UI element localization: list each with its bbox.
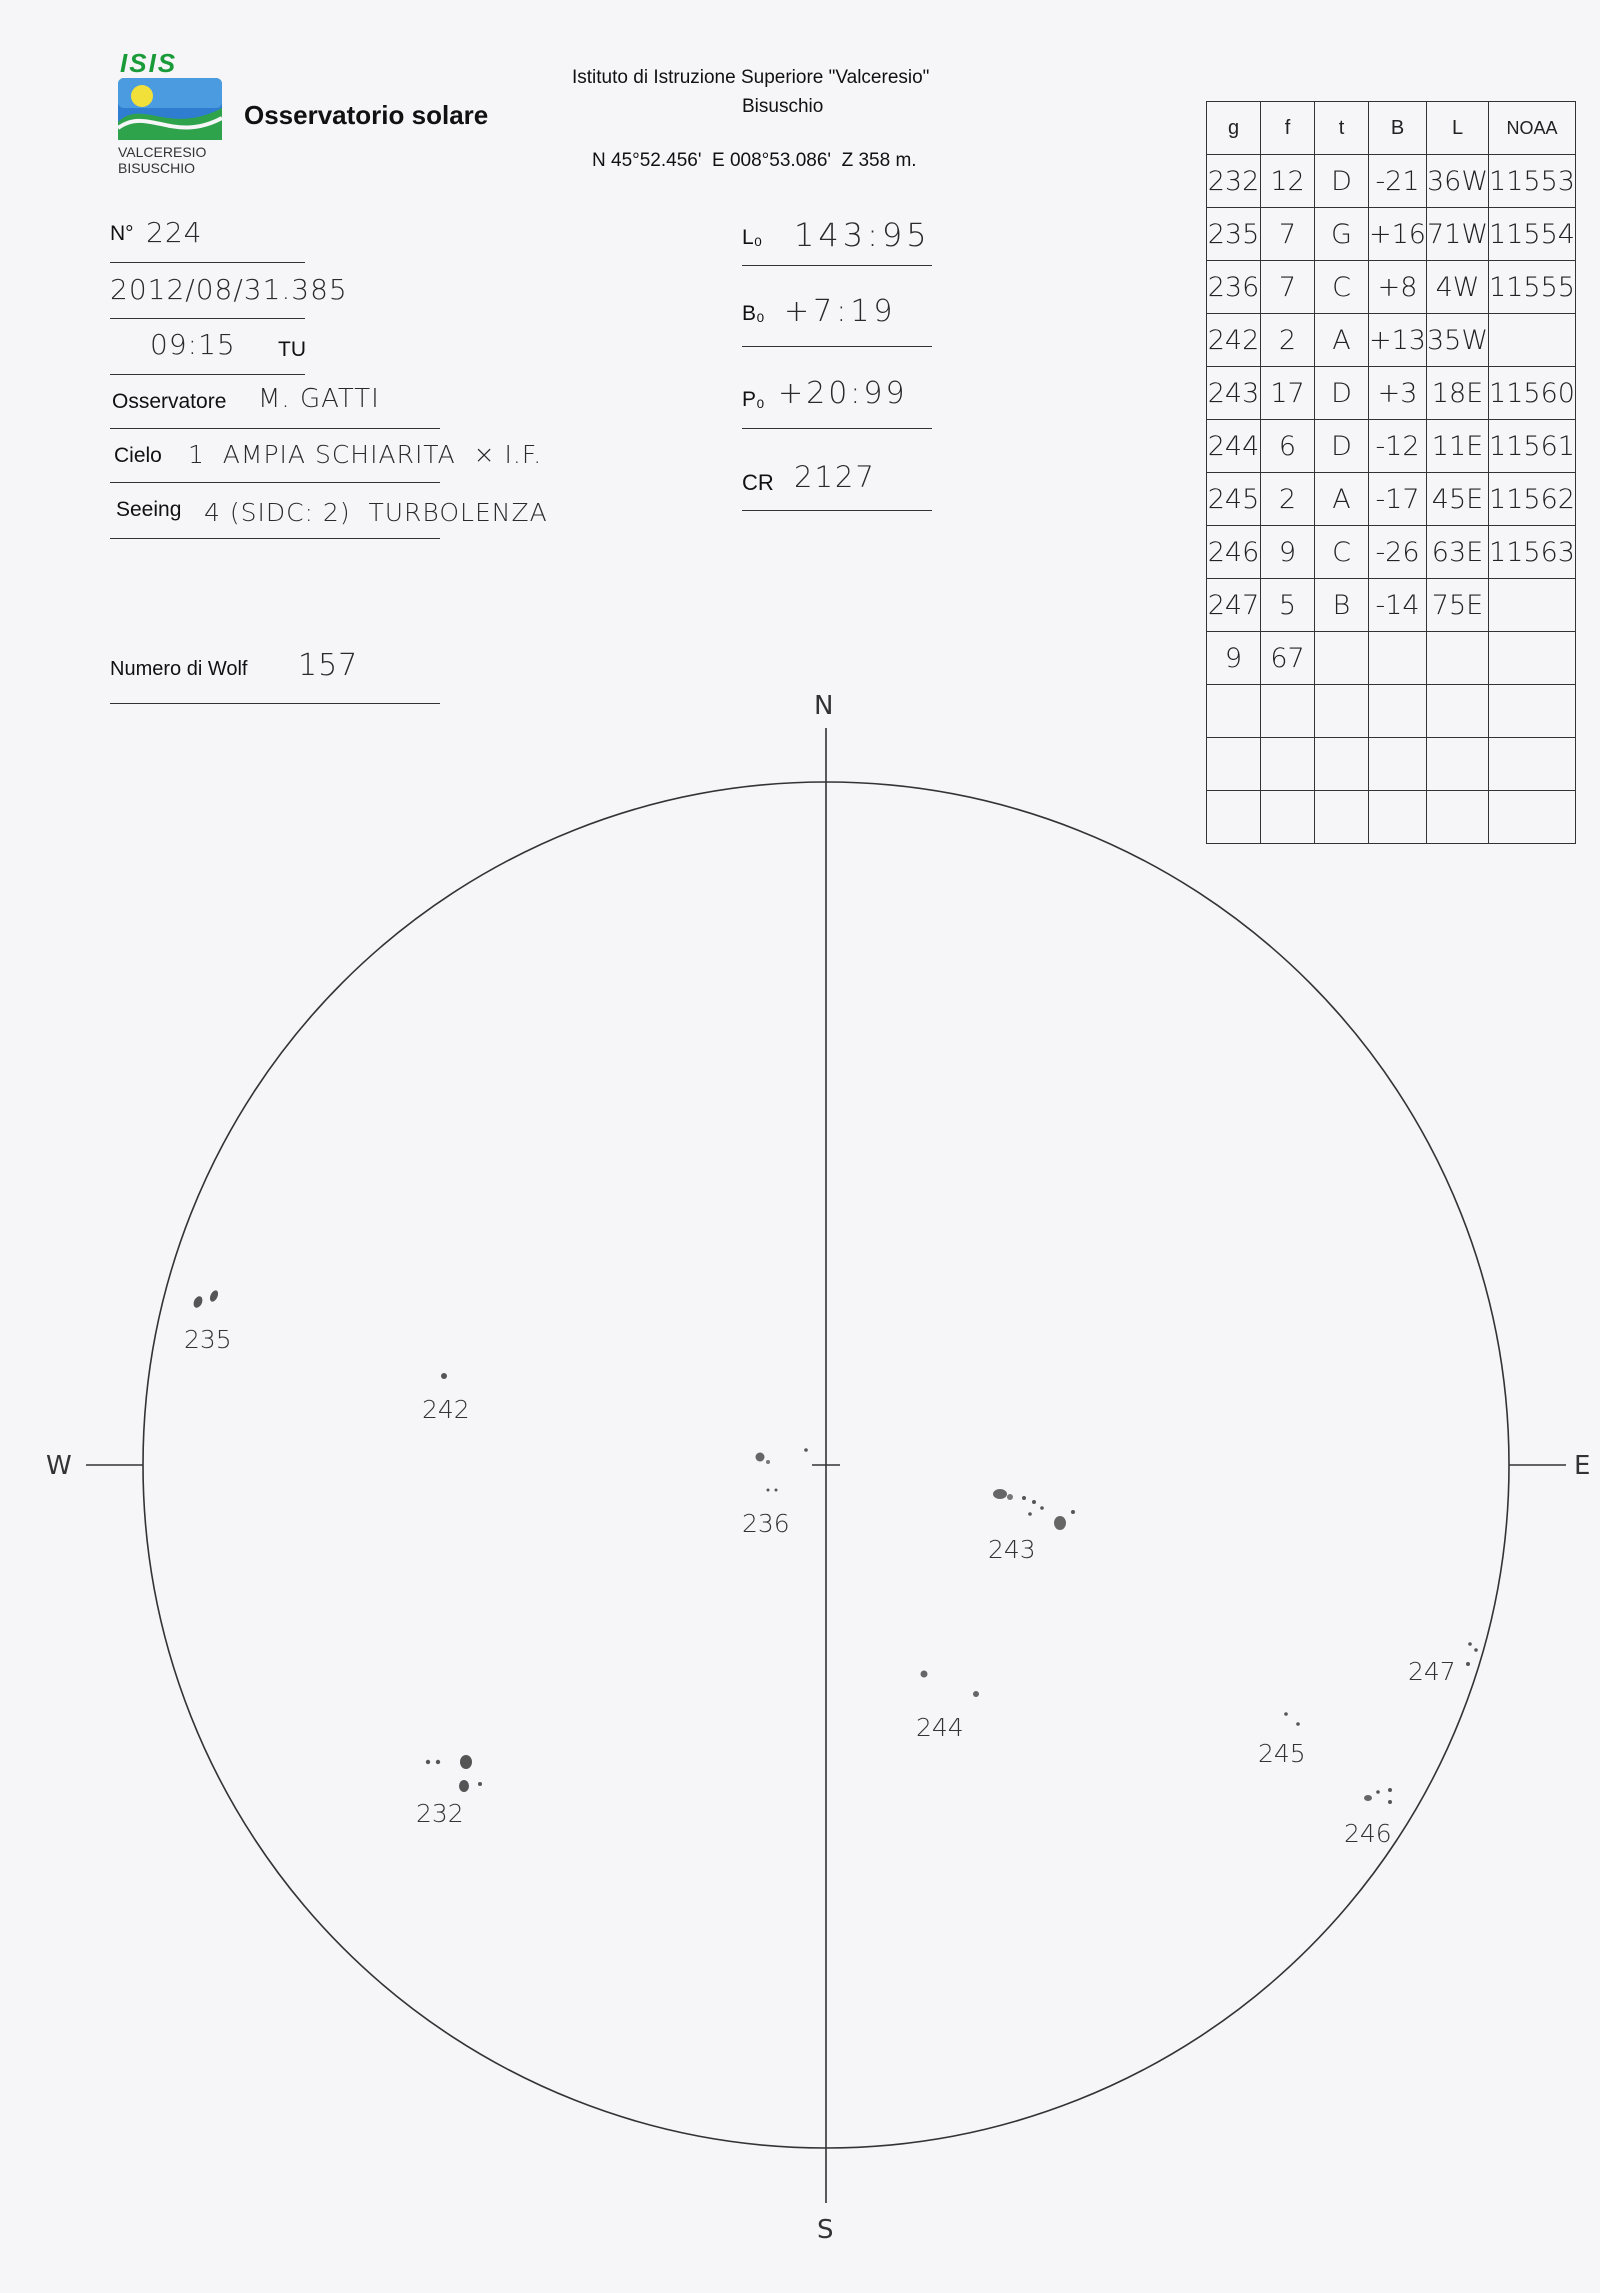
table-cell: [1315, 791, 1369, 844]
b0-value: +7:19: [784, 294, 897, 329]
table-row: [1207, 526, 1576, 579]
table-cell: 9: [1261, 526, 1315, 579]
table-cell: A: [1315, 314, 1369, 367]
table-header-cell: L: [1426, 102, 1488, 155]
table-cell: [1489, 579, 1576, 632]
table-cell: 11560: [1489, 367, 1576, 420]
sunspot-group-245: [1258, 1712, 1306, 1768]
number-rule: [110, 262, 305, 263]
table-header-cell: NOAA: [1489, 102, 1576, 155]
table-cell: 245: [1207, 473, 1261, 526]
table-row: [1207, 632, 1576, 685]
table-cell: [1369, 632, 1427, 685]
table-cell: 232: [1207, 155, 1261, 208]
table-cell: 5: [1261, 579, 1315, 632]
table-cell: +3: [1369, 367, 1427, 420]
table-cell: G: [1315, 208, 1369, 261]
table-cell: +8: [1369, 261, 1427, 314]
l0-rule: [742, 265, 932, 266]
l0-value: 143:95: [794, 216, 931, 254]
table-cell: 7: [1261, 261, 1315, 314]
institute-name: Istituto di Istruzione Superiore "Valceresio": [572, 67, 930, 88]
table-cell: [1489, 685, 1576, 738]
number-value: 224: [146, 216, 203, 249]
p0-label: P₀: [742, 388, 765, 411]
observer-rule: [110, 428, 440, 429]
b0-label: B₀: [742, 302, 765, 325]
seeing-rule: [110, 538, 440, 539]
wolf-rule: [110, 703, 440, 704]
table-row: [1207, 208, 1576, 261]
table-cell: 63E: [1426, 526, 1488, 579]
table-cell: A: [1315, 473, 1369, 526]
table-cell: [1489, 738, 1576, 791]
sky-rule: [110, 482, 440, 483]
table-cell: [1261, 791, 1315, 844]
table-header-cell: B: [1369, 102, 1427, 155]
date-rule: [110, 318, 305, 319]
number-label: N°: [110, 222, 134, 245]
time-rule: [110, 374, 305, 375]
seeing-label: Seeing: [116, 498, 182, 521]
group-label-246: 246: [1344, 1819, 1392, 1848]
table-cell: 11561: [1489, 420, 1576, 473]
table-cell: [1426, 685, 1488, 738]
north-label: N: [814, 691, 834, 721]
logo: [112, 48, 232, 178]
table-cell: [1207, 738, 1261, 791]
groups-table: [1206, 101, 1576, 844]
sunspot-group-232: [416, 1755, 482, 1828]
b0-rule: [742, 346, 932, 347]
table-cell: [1489, 314, 1576, 367]
table-cell: [1207, 791, 1261, 844]
east-label: E: [1574, 1451, 1591, 1481]
table-cell: [1426, 791, 1488, 844]
table-cell: D: [1315, 420, 1369, 473]
wolf-value: 157: [298, 648, 359, 683]
table-cell: 17: [1261, 367, 1315, 420]
table-cell: [1489, 791, 1576, 844]
table-cell: B: [1315, 579, 1369, 632]
table-cell: [1315, 685, 1369, 738]
table-cell: 242: [1207, 314, 1261, 367]
table-row: [1207, 420, 1576, 473]
table-cell: 2: [1261, 314, 1315, 367]
table-cell: +16: [1369, 208, 1427, 261]
table-row: [1207, 155, 1576, 208]
table-cell: 246: [1207, 526, 1261, 579]
group-label-242: 242: [422, 1395, 470, 1424]
table-cell: [1207, 685, 1261, 738]
institute-town: Bisuschio: [742, 96, 824, 117]
south-label: S: [817, 2215, 834, 2245]
date-value: 2012/08/31.385: [110, 273, 348, 306]
table-cell: 35W: [1426, 314, 1488, 367]
table-cell: 11553: [1489, 155, 1576, 208]
table-cell: [1315, 738, 1369, 791]
west-label: W: [46, 1451, 72, 1481]
table-header-cell: g: [1207, 102, 1261, 155]
table-cell: [1369, 791, 1427, 844]
table-cell: 11562: [1489, 473, 1576, 526]
table-cell: [1426, 632, 1488, 685]
wolf-label: Numero di Wolf: [110, 658, 248, 680]
sunspot-group-247: [1408, 1642, 1478, 1686]
table-cell: +13: [1369, 314, 1427, 367]
observatory-title: Osservatorio solare: [244, 100, 489, 130]
table-cell: 11555: [1489, 261, 1576, 314]
table-cell: -26: [1369, 526, 1427, 579]
table-cell: 244: [1207, 420, 1261, 473]
table-cell: 6: [1261, 420, 1315, 473]
cr-value: 2127: [794, 460, 876, 494]
sunspot-group-236: [742, 1448, 808, 1538]
table-row: [1207, 685, 1576, 738]
table-cell: C: [1315, 526, 1369, 579]
table-cell: D: [1315, 155, 1369, 208]
table-row: [1207, 261, 1576, 314]
table-cell: 11554: [1489, 208, 1576, 261]
table-header-cell: f: [1261, 102, 1315, 155]
table-cell: 12: [1261, 155, 1315, 208]
sunspot-group-235: [184, 1289, 232, 1354]
logo-top-text: ISIS: [120, 48, 178, 78]
table-row: [1207, 738, 1576, 791]
sky-label: Cielo: [114, 444, 162, 467]
group-label-243: 243: [988, 1535, 1036, 1564]
p0-rule: [742, 428, 932, 429]
table-header-cell: t: [1315, 102, 1369, 155]
table-cell: [1315, 632, 1369, 685]
table-row: [1207, 314, 1576, 367]
table-row: [1207, 473, 1576, 526]
sunspot-group-244: [916, 1671, 979, 1743]
table-cell: 9: [1207, 632, 1261, 685]
table-cell: 4W: [1426, 261, 1488, 314]
table-cell: [1369, 685, 1427, 738]
table-cell: 11563: [1489, 526, 1576, 579]
observatory-coords: N 45°52.456' E 008°53.086' Z 358 m.: [592, 150, 917, 171]
group-label-244: 244: [916, 1713, 964, 1742]
table-cell: [1426, 738, 1488, 791]
group-label-235: 235: [184, 1325, 232, 1354]
table-cell: 75E: [1426, 579, 1488, 632]
seeing-value: 4 (SIDC: 2) TURBOLENZA: [204, 498, 548, 527]
sky-value: 1 AMPIA SCHIARITA × I.F.: [188, 440, 543, 469]
table-header-row: [1207, 102, 1576, 155]
table-row: [1207, 579, 1576, 632]
time-value: 09:15: [150, 328, 236, 361]
table-cell: -12: [1369, 420, 1427, 473]
table-cell: -21: [1369, 155, 1427, 208]
table-cell: 243: [1207, 367, 1261, 420]
table-cell: 2: [1261, 473, 1315, 526]
table-cell: [1489, 632, 1576, 685]
table-cell: 18E: [1426, 367, 1488, 420]
solar-disk: [143, 782, 1509, 2148]
time-unit: TU: [278, 338, 306, 361]
table-cell: -14: [1369, 579, 1427, 632]
sunspot-group-246: [1344, 1788, 1392, 1848]
cr-rule: [742, 510, 932, 511]
table-cell: 235: [1207, 208, 1261, 261]
group-label-232: 232: [416, 1799, 464, 1828]
table-cell: 36W: [1426, 155, 1488, 208]
table-cell: [1261, 738, 1315, 791]
table-cell: [1261, 685, 1315, 738]
table-cell: 71W: [1426, 208, 1488, 261]
cr-label: CR: [742, 470, 774, 495]
table-row: [1207, 367, 1576, 420]
logo-graphic: [118, 78, 222, 140]
sunspot-group-242: [422, 1373, 470, 1424]
table-cell: [1369, 738, 1427, 791]
observer-label: Osservatore: [112, 390, 227, 413]
table-cell: -17: [1369, 473, 1427, 526]
group-label-247: 247: [1408, 1657, 1456, 1686]
table-row: [1207, 791, 1576, 844]
table-cell: 247: [1207, 579, 1261, 632]
table-cell: C: [1315, 261, 1369, 314]
group-label-236: 236: [742, 1509, 790, 1538]
table-cell: D: [1315, 367, 1369, 420]
sunspot-group-243: [988, 1489, 1075, 1564]
table-cell: 67: [1261, 632, 1315, 685]
table-cell: 45E: [1426, 473, 1488, 526]
table-cell: 7: [1261, 208, 1315, 261]
table-cell: 236: [1207, 261, 1261, 314]
table-cell: 11E: [1426, 420, 1488, 473]
logo-line2: BISUSCHIO: [118, 160, 196, 176]
group-label-245: 245: [1258, 1739, 1306, 1768]
observer-value: M. GATTI: [258, 384, 380, 414]
logo-line1: VALCERESIO: [118, 144, 207, 160]
p0-value: +20:99: [778, 376, 908, 411]
l0-label: L₀: [742, 226, 763, 249]
